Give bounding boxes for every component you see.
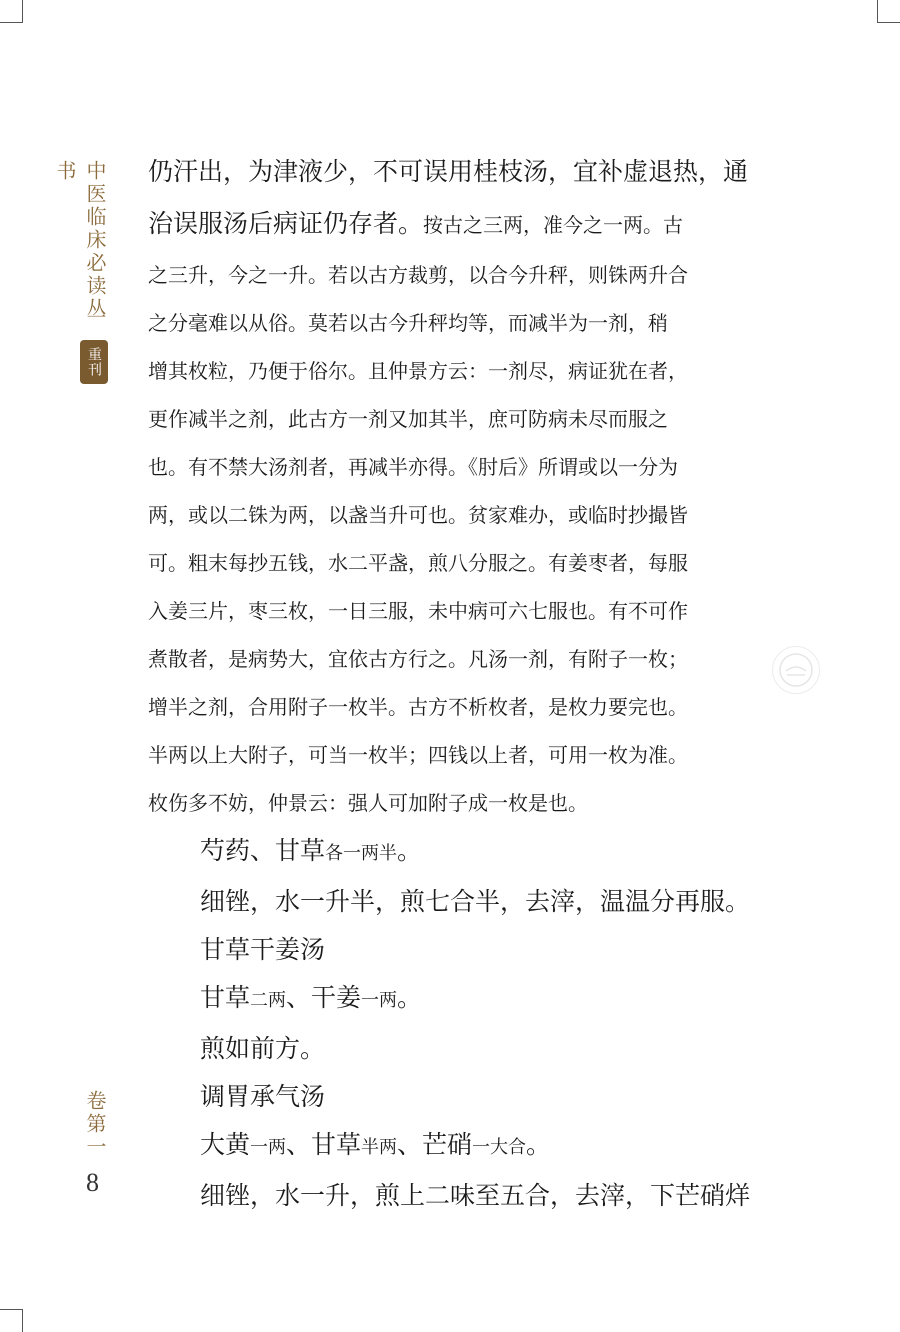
text-line: 枚伤多不妨，仲景云：强人可加附子成一枚是也。: [148, 791, 588, 815]
text-line: 之三升，今之一升。若以古方裁剪，以合今升秤，则铢两升合: [148, 263, 688, 287]
method-line: 细锉，水一升，煎上二味至五合，去滓，下芒硝烊: [200, 1181, 751, 1210]
text-line: 入姜三片，枣三枚，一日三服，未中病可六七服也。有不可作: [148, 599, 688, 623]
text-line: 也。有不禁大汤剂者，再减半亦得。《肘后》所谓或以一分为: [148, 455, 678, 479]
text-line: 增半之剂，合用附子一枚半。古方不析枚者，是枚力要完也。: [148, 695, 688, 719]
crop-mark-top-left: [0, 0, 23, 23]
ingredient-line: [148, 1121, 748, 1172]
ingredient-line: [148, 974, 748, 1025]
series-title: 中医临床必读丛书: [53, 160, 107, 321]
crop-mark-top-right: [877, 0, 900, 23]
ingredient-text: 、芒硝: [397, 1130, 473, 1159]
formula-title: 调胃承气汤: [200, 1082, 326, 1111]
text-line: 半两以上大附子，可当一枚半；四钱以上者，可用一枚为准。: [148, 743, 688, 767]
formula-block: [148, 827, 751, 1220]
ingredient-text: 芍药、甘草: [200, 836, 326, 865]
text-line: 可。粗末每抄五钱，水二平盏，煎八分服之。有姜枣者，每服: [148, 551, 688, 575]
commentary-block: [148, 251, 748, 827]
text-line: 更作减半之剂，此古方一剂又加其半，庶可防病未尽而服之: [148, 407, 668, 431]
text-segment-small: 按古之三两，准今之一两。古: [423, 213, 684, 237]
punctuation: 。: [397, 836, 423, 865]
text-line: 增其枚粒，乃便于俗尔。且仲景方云：一剂尽，病证犹在者，: [148, 359, 688, 383]
ingredient-text: 大黄: [200, 1130, 251, 1159]
page-number: 8: [86, 1168, 99, 1197]
method-line: 煎如前方。: [200, 1034, 326, 1063]
method-line: 细锉，水一升半，煎七合半，去滓，温温分再服。: [200, 887, 751, 916]
text-line: 两，或以二铢为两，以盏当升可也。贫家难办，或临时抄撮皆: [148, 503, 688, 527]
ingredient-line: [148, 827, 748, 878]
dosage-note: 二两: [250, 990, 287, 1011]
seal-badge: 重刊: [80, 340, 108, 384]
dosage-note: 半两: [361, 1137, 398, 1158]
text-line: 之分毫难以从俗。莫若以古今升秤均等，而减半为一剂，稍: [148, 311, 668, 335]
ingredient-text: 、干姜: [286, 983, 362, 1012]
volume-label: 卷第一: [83, 1090, 107, 1159]
dosage-note: 一两: [361, 990, 398, 1011]
ingredient-text: 、甘草: [286, 1130, 362, 1159]
punctuation: 。: [397, 983, 423, 1012]
main-text: [148, 146, 751, 1220]
formula-title: 甘草干姜汤: [200, 935, 326, 964]
text-segment: 治误服汤后病证仍存者。: [148, 209, 424, 238]
ingredient-text: 甘草: [200, 983, 251, 1012]
crop-mark-bottom-left: [0, 1309, 23, 1332]
punctuation: 。: [526, 1130, 552, 1159]
dosage-note: 一大合: [472, 1137, 527, 1158]
publisher-stamp-icon: [772, 646, 820, 694]
dosage-note: 一两: [250, 1137, 287, 1158]
text-line: 仍汗出，为津液少，不可误用桂枝汤，宜补虚退热，通: [148, 157, 749, 186]
text-line: [148, 198, 748, 251]
dosage-note: 各一两半: [325, 843, 398, 864]
text-line: 煮散者，是病势大，宜依古方行之。凡汤一剂，有附子一枚；: [148, 647, 688, 671]
